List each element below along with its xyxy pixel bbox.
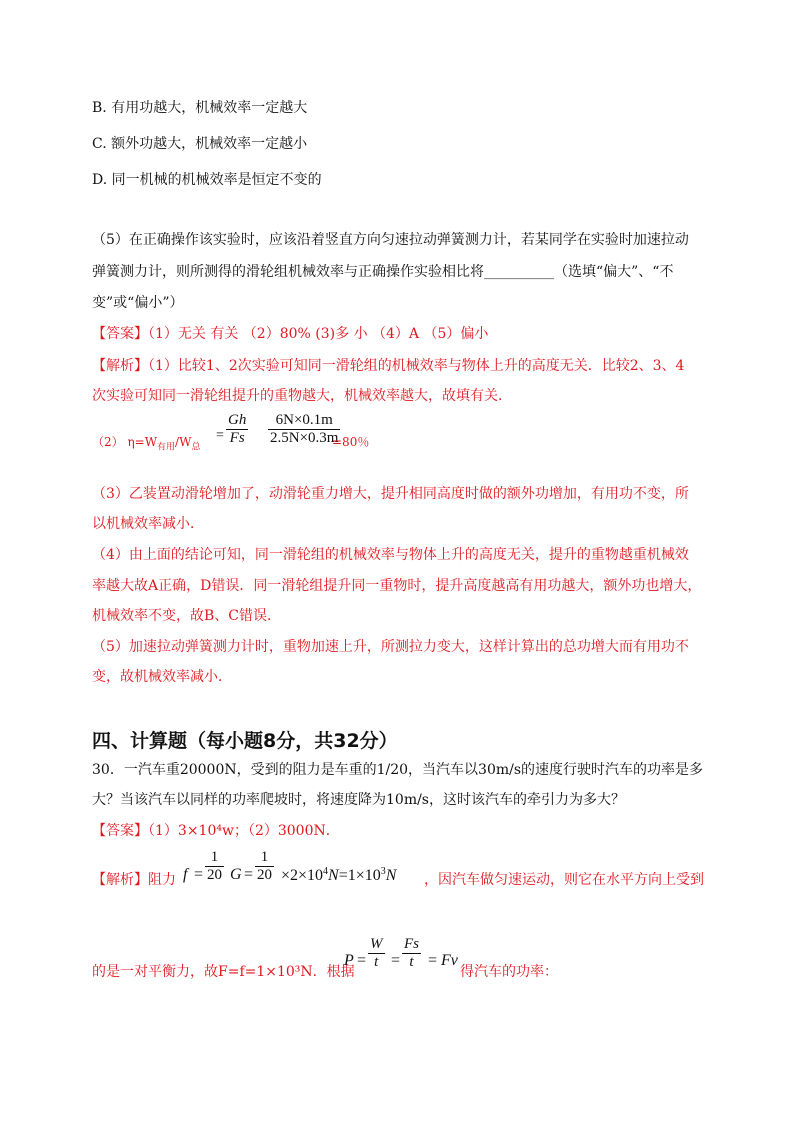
fraction-one-twentieth bbox=[205, 849, 224, 884]
q5-line-2: 弹簧测力计，则所测得的滑轮组机械效率与正确操作实验相比将__________（选填“偏大”、“不 bbox=[92, 264, 674, 280]
eq-sign: = bbox=[428, 952, 438, 969]
fraction-one-twentieth bbox=[255, 849, 274, 884]
resistance-calculation bbox=[281, 866, 396, 885]
var-p: P bbox=[344, 952, 354, 969]
eq-sign: = bbox=[244, 866, 254, 883]
eta-label: （2） η=W bbox=[92, 435, 158, 449]
analysis-1-p4-line-3: 机械效率不变，故B、C错误． bbox=[92, 608, 281, 624]
answer-label: 【答案】 bbox=[92, 823, 148, 839]
fraction-denominator: t bbox=[402, 953, 421, 971]
calc-part: ×2×10 bbox=[281, 867, 324, 884]
analysis-1-p1-line-2: 次实验可知同一滑轮组提升的重物越大，机械效率越大，故填有关． bbox=[92, 388, 512, 404]
fraction-numerator: 1 bbox=[210, 849, 219, 865]
var-f: f bbox=[183, 866, 188, 883]
analysis-1-p3-line-2: 以机械效率减小． bbox=[92, 516, 204, 532]
answer-text: （1）3×10⁴w；（2）3000N． bbox=[148, 823, 340, 839]
eq-sign: = bbox=[216, 428, 224, 443]
eq-sign: = bbox=[391, 952, 401, 969]
section-heading: 四、计算题（每小题8分，共32分） bbox=[92, 730, 398, 752]
calc-part: =1×10 bbox=[338, 867, 381, 884]
exponent: 3 bbox=[380, 866, 386, 877]
analysis-1-p5-line-1: （5）加速拉动弹簧测力计时，重物加速上升，所测拉力变大，这样计算出的总功增大而有用功不 bbox=[92, 639, 689, 655]
analysis-label: 【解析】 bbox=[92, 358, 148, 374]
fraction-gh-fs bbox=[226, 412, 248, 447]
analysis-2-line-2-suffix: 得汽车的功率： bbox=[460, 964, 558, 980]
analysis-label: 【解析】 bbox=[92, 872, 148, 888]
fraction-numerator: Gh bbox=[228, 412, 247, 428]
answer-text: （1）无关 有关 （2）80% (3)多 小 （4）A （5）偏小 bbox=[148, 326, 489, 342]
analysis-1-p3-line-1: （3）乙装置动滑轮增加了，动滑轮重力增大，提升相同高度时做的额外功增加，有用功不变，所 bbox=[92, 486, 689, 502]
analysis-1-p1-line-1 bbox=[92, 356, 684, 376]
analysis-2-line-2-prefix: 的是一对平衡力，故F=f=1×10³N．根据 bbox=[92, 964, 355, 980]
var-fv: Fv bbox=[441, 952, 458, 969]
eq-sign: = bbox=[194, 866, 204, 883]
w-total-label: /W bbox=[175, 435, 192, 449]
answer-1 bbox=[92, 324, 488, 344]
answer-label: 【答案】 bbox=[92, 326, 148, 342]
fraction-numerator: 6N×0.1m bbox=[275, 412, 333, 428]
fraction-w-over-t bbox=[368, 936, 385, 971]
efficiency-result: =80％ bbox=[332, 435, 370, 449]
fraction-numerator: W bbox=[370, 936, 383, 952]
analysis-1-p4-line-1: （4）由上面的结论可知，同一滑轮组的机械效率与物体上升的高度无关，提升的重物越重机械效 bbox=[92, 547, 689, 563]
analysis-text: （1）比较1、2次实验可知同一滑轮组的机械效率与物体上升的高度无关．比较2、3、4 bbox=[148, 358, 685, 374]
analysis-2-line-1-suffix: ，因汽车做匀速运动，则它在水平方向上受到 bbox=[424, 872, 704, 888]
fraction-numerator: Fs bbox=[404, 936, 419, 952]
efficiency-formula-prefix bbox=[92, 432, 200, 457]
q5-line-3: 变”或“偏小”） bbox=[92, 295, 184, 311]
sub-useful: 有用 bbox=[157, 442, 176, 453]
fraction-denominator: t bbox=[368, 953, 385, 971]
fraction-denominator: 20 bbox=[207, 867, 222, 883]
answer-2 bbox=[92, 821, 340, 841]
option-b: B. 有用功越大，机械效率一定越大 bbox=[92, 100, 308, 116]
q30-line-2: 大？当该汽车以同样的功率爬坡时，将速度降为10m/s，这时该汽车的牵引力为多大？ bbox=[92, 792, 625, 808]
option-d: D. 同一机械的机械效率是恒定不变的 bbox=[92, 172, 322, 188]
option-c: C. 额外功越大，机械效率一定越小 bbox=[92, 136, 308, 152]
analysis-2-line-1-prefix bbox=[92, 870, 176, 890]
fraction-denominator: 20 bbox=[257, 867, 272, 883]
fraction-denominator: 2.5N×0.3m bbox=[270, 430, 339, 446]
exponent: 4 bbox=[323, 866, 329, 877]
sub-total: 总 bbox=[191, 442, 201, 453]
q5-line-1: （5）在正确操作该实验时，应该沿着竖直方向匀速拉动弹簧测力计，若某同学在实验时加速拉动 bbox=[92, 232, 689, 248]
unit-n: N bbox=[328, 867, 339, 884]
analysis-1-p5-line-2: 变，故机械效率减小． bbox=[92, 669, 232, 685]
fraction-numerator: 1 bbox=[260, 849, 269, 865]
analysis-1-p4-line-2: 率越大故A正确，D错误．同一滑轮组提升同一重物时，提升高度越高有用功越大，额外功也增大， bbox=[92, 578, 702, 594]
var-g: G bbox=[230, 866, 242, 883]
fraction-denominator: Fs bbox=[226, 429, 248, 447]
fraction-fs-over-t bbox=[402, 936, 421, 971]
fraction-values bbox=[268, 412, 340, 447]
unit-n: N bbox=[385, 867, 397, 884]
eq-sign: = bbox=[357, 952, 367, 969]
resistance-label: 阻力 bbox=[148, 872, 176, 888]
q30-line-1: 30．一汽车重20000N，受到的阻力是车重的1/20，当汽车以30m/s的速度行驶时汽车的功率是多 bbox=[92, 762, 704, 778]
